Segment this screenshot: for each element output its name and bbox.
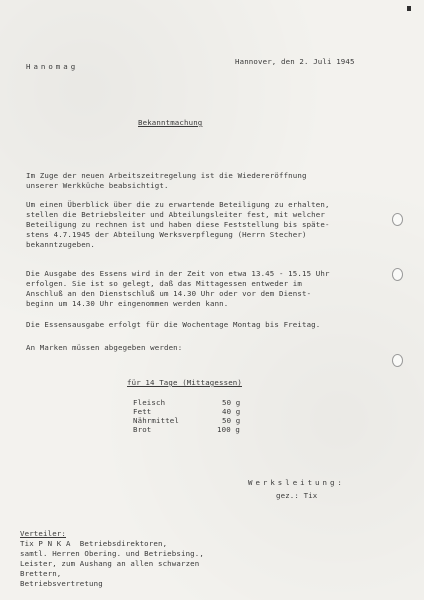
paragraph-line: bekanntzugeben.: [26, 240, 95, 249]
distribution-label: Verteiler:: [20, 529, 66, 538]
ration-heading: für 14 Tage (Mittagessen): [127, 378, 242, 387]
distribution-line: Brettern,: [20, 569, 62, 578]
distribution-line: Betriebsvertretung: [20, 579, 103, 588]
distribution-line: Leister, zum Aushang an allen schwarzen: [20, 559, 200, 568]
paragraph-line: Im Zuge der neuen Arbeitszeitregelung ist die Wiedereröffnung: [26, 171, 307, 180]
place-date: Hannover, den 2. Juli 1945: [235, 57, 355, 66]
punch-hole-icon: [392, 268, 403, 281]
paragraph-line: stens 4.7.1945 der Abteilung Werksverpflegung (Herrn Stecher): [26, 230, 307, 239]
paragraph-4: Die Essensausgabe erfolgt für die Wochentage Montag bis Freitag.: [26, 320, 321, 329]
signature-org: Werksleitung:: [248, 478, 345, 487]
ration-amount: 40 g: [222, 407, 241, 416]
ration-item: Nährmittel: [133, 416, 179, 425]
corner-mark-icon: [407, 6, 411, 11]
ration-amount: 100 g: [217, 425, 240, 434]
distribution-line: samtl. Herren Obering. und Betriebsing.,: [20, 549, 204, 558]
distribution-line: Tix P N K A Betriebsdirektoren,: [20, 539, 168, 548]
ration-item: Fleisch: [133, 398, 166, 407]
paragraph-line: Beteiligung zu rechnen ist und haben diese Feststellung bis späte-: [26, 220, 330, 229]
paragraph-line: beginn um 14.30 Uhr eingenommen werden kann.: [26, 299, 229, 308]
paragraph-line: stellen die Betriebsleiter und Abteilungsleiter fest, mit welcher: [26, 210, 325, 219]
paragraph-line: Um einen Überblick über die zu erwartende Beteiligung zu erhalten,: [26, 200, 330, 209]
punch-hole-icon: [392, 354, 403, 367]
subject-heading: Bekanntmachung: [138, 118, 203, 127]
ration-item: Brot: [133, 425, 152, 434]
ration-amount: 50 g: [222, 416, 241, 425]
paragraph-5: An Marken müssen abgegeben werden:: [26, 343, 183, 352]
paragraph-line: erfolgen. Sie ist so gelegt, daß das Mittagessen entweder im: [26, 279, 302, 288]
signature-name: gez.: Tix: [276, 491, 318, 500]
ration-amount: 50 g: [222, 398, 241, 407]
sender-name: Hanomag: [26, 62, 79, 71]
paragraph-line: unserer Werkküche beabsichtigt.: [26, 181, 169, 190]
paragraph-line: Die Ausgabe des Essens wird in der Zeit von etwa 13.45 - 15.15 Uhr: [26, 269, 330, 278]
paragraph-line: Anschluß an den Dienstschluß um 14.30 Uhr oder vor dem Dienst-: [26, 289, 312, 298]
punch-hole-icon: [392, 213, 403, 226]
ration-item: Fett: [133, 407, 152, 416]
